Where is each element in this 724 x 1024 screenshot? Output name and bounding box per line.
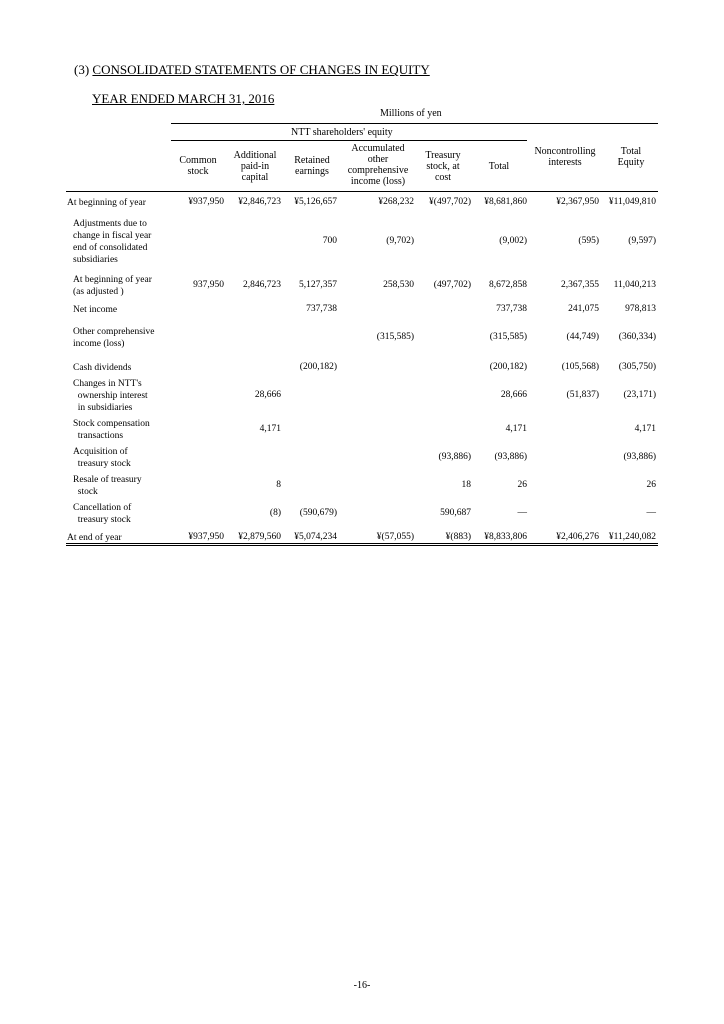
- cell-total-ntt: (200,182): [489, 362, 527, 372]
- cell-noncontrolling: 241,075: [568, 304, 599, 314]
- cell-treasury-stock: ¥(497,702): [429, 197, 471, 207]
- row-label: Adjustments due to change in fiscal year end of consolidated subsidiaries: [73, 219, 152, 265]
- cell-apic: ¥2,879,560: [238, 532, 281, 542]
- cell-total-equity: 978,813: [625, 304, 656, 314]
- row-label: Net income: [73, 305, 118, 315]
- row-label: Cash dividends: [73, 363, 132, 373]
- cell-total-ntt: 8,672,858: [489, 280, 527, 290]
- total-rule-1: [66, 543, 658, 544]
- cell-total-equity: (9,597): [628, 236, 656, 246]
- cell-common-stock: ¥937,950: [188, 532, 224, 542]
- cell-common-stock: ¥937,950: [188, 197, 224, 207]
- cell-total-equity: 11,040,213: [613, 280, 656, 290]
- cell-total-ntt: 4,171: [505, 424, 527, 434]
- col-header-apic: Additional paid-in capital: [233, 150, 277, 183]
- cell-aoci: 258,530: [383, 280, 414, 290]
- cell-total-equity: (305,750): [618, 362, 656, 372]
- cell-aoci: ¥(57,055): [376, 532, 414, 542]
- col-header-retained: Retained earnings: [294, 155, 330, 177]
- cell-aoci: (315,585): [376, 332, 414, 342]
- cell-retained-earnings: 737,738: [306, 304, 337, 314]
- col-header-total-equity: Total Equity: [617, 146, 645, 168]
- cell-retained-earnings: (590,679): [299, 508, 337, 518]
- cell-total-ntt: 26: [517, 480, 527, 490]
- row-label: Cancellation of treasury stock: [73, 503, 132, 525]
- cell-total-equity: —: [646, 508, 656, 518]
- cell-total-ntt: 28,666: [500, 390, 527, 400]
- col-header-total: Total: [488, 161, 510, 172]
- row-label: Resale of treasury stock: [73, 475, 142, 497]
- cell-noncontrolling: (51,837): [566, 390, 599, 400]
- cell-total-equity: ¥11,240,082: [608, 532, 656, 542]
- group-header: NTT shareholders' equity: [291, 127, 393, 138]
- row-label: Other comprehensive income (loss): [73, 327, 155, 349]
- row-label: At end of year: [67, 533, 122, 543]
- cell-treasury-stock: (497,702): [433, 280, 471, 290]
- col-header-aoci: Accumulated other comprehensive income (loss): [347, 143, 409, 187]
- cell-treasury-stock: 18: [461, 480, 471, 490]
- cell-apic: ¥2,846,723: [238, 197, 281, 207]
- cell-total-equity: ¥11,049,810: [608, 197, 656, 207]
- group-rule: [171, 140, 527, 141]
- cell-total-ntt: (315,585): [489, 332, 527, 342]
- cell-retained-earnings: 5,127,357: [299, 280, 337, 290]
- cell-total-ntt: ¥8,833,806: [484, 532, 527, 542]
- cell-common-stock: 937,950: [193, 280, 224, 290]
- units-label: Millions of yen: [380, 108, 442, 119]
- col-header-common: Common stock: [179, 155, 217, 177]
- cell-apic: 2,846,723: [243, 280, 281, 290]
- row-label: At beginning of year: [67, 198, 146, 208]
- cell-noncontrolling: ¥2,367,950: [556, 197, 599, 207]
- cell-apic: 8: [276, 480, 281, 490]
- cell-treasury-stock: (93,886): [438, 452, 471, 462]
- header-bottom-rule: [66, 191, 658, 192]
- col-header-nci: Noncontrolling interests: [534, 146, 596, 168]
- cell-treasury-stock: 590,687: [440, 508, 471, 518]
- cell-aoci: (9,702): [386, 236, 414, 246]
- cell-total-equity: 4,171: [634, 424, 656, 434]
- row-label: Stock compensation transactions: [73, 419, 150, 441]
- cell-retained-earnings: (200,182): [299, 362, 337, 372]
- col-header-treasury: Treasury stock, at cost: [425, 150, 461, 183]
- cell-noncontrolling: (44,749): [566, 332, 599, 342]
- row-label: Acquisition of treasury stock: [73, 447, 131, 469]
- statement-heading: [74, 62, 430, 78]
- cell-aoci: ¥268,232: [378, 197, 414, 207]
- cell-total-ntt: —: [517, 508, 527, 518]
- cell-apic: (8): [269, 508, 281, 518]
- cell-noncontrolling: (595): [578, 236, 599, 246]
- period-heading: YEAR ENDED MARCH 31, 2016: [92, 91, 275, 106]
- cell-treasury-stock: ¥(883): [445, 532, 471, 542]
- cell-total-equity: (23,171): [623, 390, 656, 400]
- cell-retained-earnings: ¥5,074,234: [294, 532, 337, 542]
- heading-number: (3): [74, 62, 90, 77]
- total-rule-2: [66, 545, 658, 546]
- cell-noncontrolling: 2,367,355: [561, 280, 599, 290]
- cell-noncontrolling: ¥2,406,276: [556, 532, 599, 542]
- cell-total-ntt: (9,002): [499, 236, 527, 246]
- cell-retained-earnings: ¥5,126,657: [294, 197, 337, 207]
- page-number: -16-: [353, 980, 371, 991]
- units-rule: [171, 123, 658, 124]
- row-label: Changes in NTT's ownership interest in subsidiaries: [73, 379, 148, 413]
- cell-apic: 28,666: [254, 390, 281, 400]
- cell-total-ntt: ¥8,681,860: [484, 197, 527, 207]
- cell-noncontrolling: (105,568): [561, 362, 599, 372]
- cell-retained-earnings: 700: [322, 236, 337, 246]
- cell-total-equity: (360,334): [618, 332, 656, 342]
- cell-total-equity: 26: [646, 480, 656, 490]
- cell-total-ntt: (93,886): [494, 452, 527, 462]
- row-label: At beginning of year (as adjusted ): [73, 275, 152, 297]
- heading-title: CONSOLIDATED STATEMENTS OF CHANGES IN EQUITY: [92, 62, 430, 77]
- cell-total-ntt: 737,738: [496, 304, 527, 314]
- cell-apic: 4,171: [259, 424, 281, 434]
- cell-total-equity: (93,886): [623, 452, 656, 462]
